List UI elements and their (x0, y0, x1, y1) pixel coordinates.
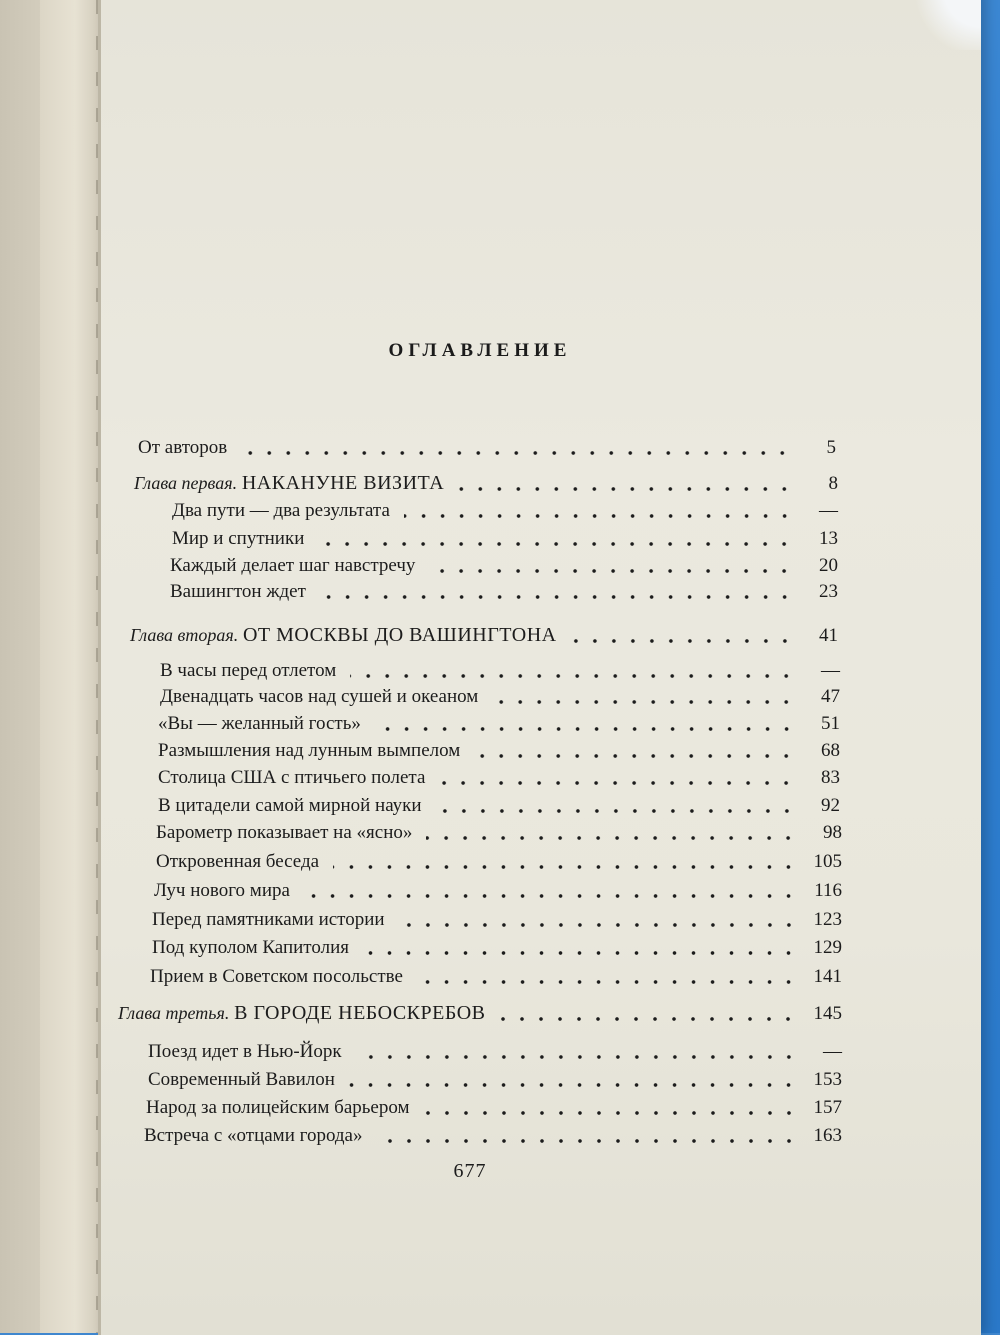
toc-page-number: 47 (821, 686, 840, 707)
page-number: 677 (453, 1160, 487, 1182)
toc-label: Два пути — два результата (172, 500, 390, 521)
toc-label: Поезд идет в Нью-Йорк (148, 1041, 342, 1062)
toc-page-number: 98 (823, 822, 842, 843)
toc-entry-row (158, 795, 840, 817)
toc-label: От авторов (138, 437, 228, 458)
toc-page-number: 105 (813, 851, 842, 872)
toc-label: Встреча с «отцами города» (144, 1125, 363, 1146)
toc-entry-row (148, 1069, 842, 1091)
toc-label (130, 624, 563, 647)
toc-entry-row (156, 822, 842, 844)
dot-leader (426, 835, 798, 841)
toc-entry-row (172, 528, 838, 550)
toc-entry-row (138, 437, 836, 459)
dot-leader (492, 699, 796, 705)
toc-label: Вашингтон ждет (170, 581, 306, 602)
dot-leader (349, 1082, 798, 1088)
toc-page-number: 141 (813, 966, 842, 987)
toc-page-number: 8 (828, 473, 838, 494)
dot-leader (304, 893, 798, 899)
dot-leader (241, 450, 792, 456)
toc-entry-row (158, 740, 840, 762)
dot-leader (320, 594, 794, 600)
dot-leader (404, 513, 794, 519)
toc-label: Луч нового мира (154, 880, 290, 901)
toc-entry-row (144, 1125, 842, 1147)
toc-page-number: 41 (819, 625, 838, 646)
toc-page-number: 129 (813, 937, 842, 958)
toc-entry-row (170, 581, 838, 603)
toc-page-number: 20 (819, 555, 838, 576)
toc-label: Народ за полицейским барьером (146, 1097, 410, 1118)
toc-entry-row (146, 1097, 842, 1119)
dot-leader (417, 979, 798, 985)
toc-chapter-row (134, 472, 838, 495)
toc-label: Перед памятниками истории (152, 909, 385, 930)
dot-leader (499, 1016, 798, 1022)
toc-page-number: 163 (813, 1125, 842, 1146)
toc-entry-row (148, 1041, 842, 1063)
dot-leader (318, 541, 794, 547)
dot-leader (571, 638, 794, 644)
toc-label: Столица США с птичьего полета (158, 767, 426, 788)
toc-page-number: 51 (821, 713, 840, 734)
toc-label (118, 1002, 491, 1025)
chapter-number: Глава первая. (134, 473, 238, 493)
dot-leader (399, 922, 798, 928)
toc-label: В часы перед отлетом (160, 660, 337, 681)
toc-page-number: 83 (821, 767, 840, 788)
toc-label: Каждый делает шаг навстречу (170, 555, 416, 576)
dot-leader (363, 950, 798, 956)
toc-entry-row (156, 851, 842, 873)
page-title: ОГЛАВЛЕНИЕ (388, 340, 572, 361)
dot-leader (429, 568, 794, 574)
chapter-number: Глава вторая. (130, 625, 239, 645)
dot-leader (474, 753, 796, 759)
toc-label: В цитадели самой мирной науки (158, 795, 422, 816)
toc-page-number: 157 (813, 1097, 842, 1118)
toc-entry-row (170, 555, 838, 577)
dot-leader (375, 726, 796, 732)
toc-entry-row (152, 909, 842, 931)
dot-leader (350, 673, 796, 679)
toc-page-number: 13 (819, 528, 838, 549)
toc-page-number: 68 (821, 740, 840, 761)
chapter-title: НАКАНУНЕ ВИЗИТА (241, 472, 445, 494)
toc-label: «Вы — желанный гость» (158, 713, 361, 734)
dot-leader (333, 864, 798, 870)
toc-entry-row (152, 937, 842, 959)
toc-entry-row (158, 767, 840, 789)
toc-page-number: — (819, 500, 838, 521)
toc-page-number: — (823, 1041, 842, 1062)
dot-leader (424, 1110, 798, 1116)
dot-leader (377, 1138, 799, 1144)
toc-label: Современный Вавилон (148, 1069, 335, 1090)
toc-label: Мир и спутники (172, 528, 305, 549)
toc-label: Откровенная беседа (156, 851, 320, 872)
toc-entry-row (172, 500, 838, 522)
dot-leader (356, 1054, 798, 1060)
toc-entry-row (158, 713, 840, 735)
toc-label: Барометр показывает на «ясно» (156, 822, 413, 843)
toc-label: Под куполом Капитолия (152, 937, 349, 958)
toc-page-number: 123 (813, 909, 842, 930)
toc-entry-row (150, 966, 842, 988)
toc-label (134, 472, 450, 495)
toc-label: Прием в Советском посольстве (150, 966, 403, 987)
toc-page-number: 5 (826, 437, 836, 458)
toc-label: Размышления над лунным вымпелом (158, 740, 461, 761)
toc-chapter-row (118, 1002, 842, 1025)
toc-page-number: 116 (814, 880, 842, 901)
toc-page-number: — (821, 660, 840, 681)
chapter-number: Глава третья. (118, 1003, 230, 1023)
toc-chapter-row (130, 624, 838, 647)
toc-entry-row (154, 880, 842, 902)
dot-leader (436, 808, 796, 814)
toc-page-number: 92 (821, 795, 840, 816)
chapter-title: В ГОРОДЕ НЕБОСКРЕБОВ (234, 1002, 486, 1024)
dot-leader (439, 780, 796, 786)
toc-entry-row (160, 660, 840, 682)
toc-page-number: 153 (813, 1069, 842, 1090)
toc-page-number: 23 (819, 581, 838, 602)
chapter-title: ОТ МОСКВЫ ДО ВАШИНГТОНА (242, 624, 557, 646)
toc-entry-row (160, 686, 840, 708)
dot-leader (458, 486, 794, 492)
toc-page-number: 145 (813, 1003, 842, 1024)
toc-label: Двенадцать часов над сушей и океаном (160, 686, 479, 707)
